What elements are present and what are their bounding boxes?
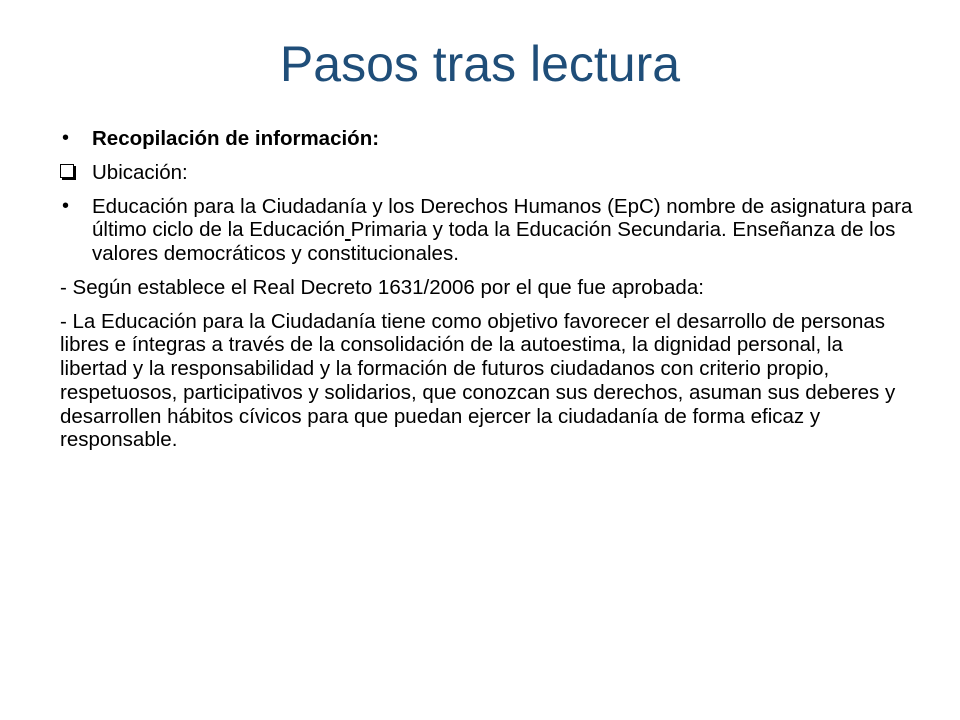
paragraph-real-decreto: [60, 276, 915, 300]
checkbox-item-ubicacion: [60, 161, 915, 185]
bullet-dot-icon: •: [62, 194, 70, 217]
bullet-item-epc: [60, 195, 915, 266]
bullet-text: Recopilación de información:: [92, 127, 380, 150]
paragraph-objetivo: [60, 310, 915, 453]
paragraph-text: - Según establece el Real Decreto 1631/2006 por el que fue aprobada:: [60, 275, 704, 299]
bullet-dot-icon: •: [62, 127, 70, 149]
slide-body: [60, 127, 915, 462]
checkbox-item-text: Ubicación:: [92, 160, 188, 184]
bullet-text-part-2: Primaria y toda la Educación Secundaria. Enseñanza de los valores democráticos y constitucionales.: [92, 218, 896, 266]
slide-title: Pasos tras lectura: [279, 36, 681, 92]
checkbox-bullet-icon: [60, 164, 74, 178]
bullet-item-recopilacion: [60, 127, 915, 151]
paragraph-text: - La Educación para la Ciudadanía tiene como objetivo favorecer el desarrollo de personas libres e íntegras a través de la consolidación de la autoestima, la dignidad personal, la libertad y la responsabilidad y la formación de futuros ciudadanos con criterio propio, respetuosos, participativos y solidarios, que conozcan sus derechos, asuman sus deberes y desarrollen hábitos cívicos para que puedan ejercer la ciudadanía de forma eficaz y responsable.: [60, 309, 896, 452]
bullet-text-part-1: Educación para la Ciudadanía y los Derechos Humanos (EpC) nombre de asignatura para último ciclo de la Educación: [92, 194, 913, 242]
